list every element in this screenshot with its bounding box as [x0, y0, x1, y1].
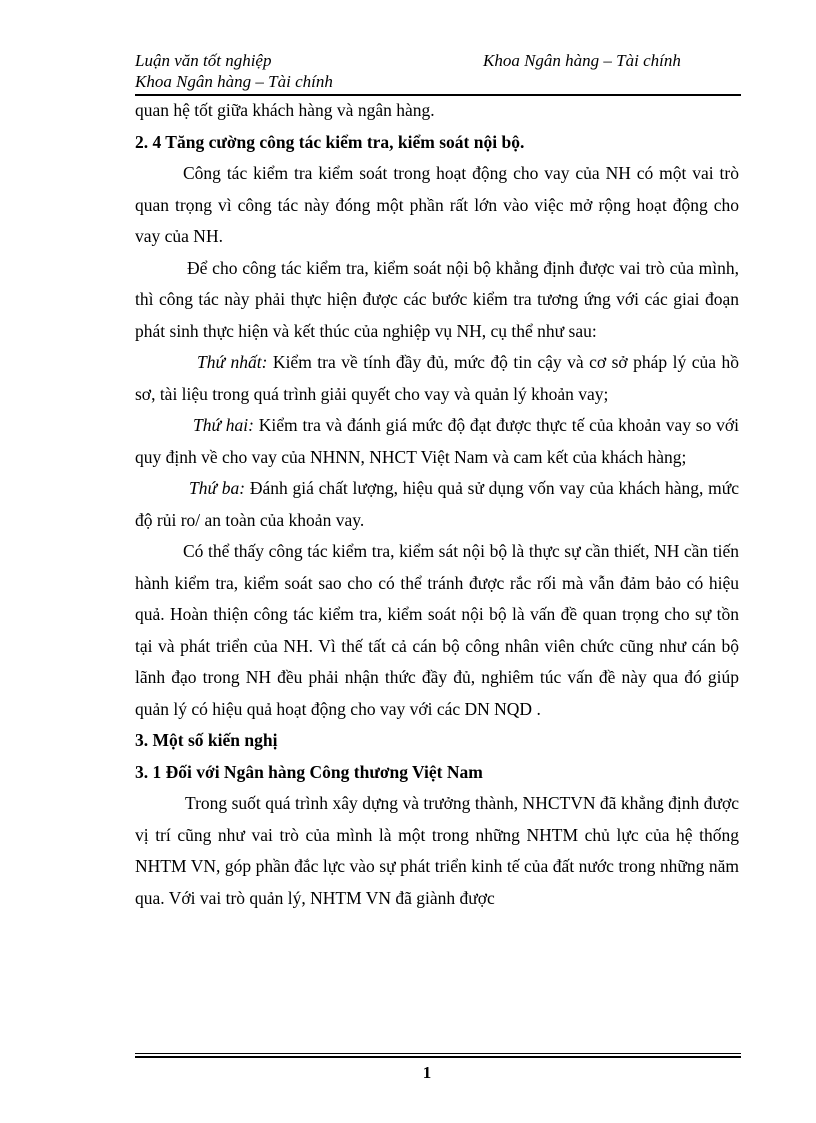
step-second-label: Thứ hai: [193, 415, 254, 435]
page-number: 1 [422, 1063, 432, 1082]
step-third-text: Đánh giá chất lượng, hiệu quả sử dụng vốn vay của khách hàng, mức độ rủi ro/ an toàn của khoản vay. [135, 478, 739, 530]
document-body [135, 95, 739, 914]
step-second-text: Kiểm tra và đánh giá mức độ đạt được thực tế của khoản vay so với quy định về cho vay của NHNN, NHCT Việt Nam và cam kết của khách hàng; [135, 415, 739, 467]
header-faculty-right: Khoa Ngân hàng – Tài chính [483, 51, 681, 70]
paragraph-step-second [135, 410, 739, 473]
footer-divider-thick [135, 1056, 741, 1058]
paragraph-internal-control-role: Công tác kiểm tra kiểm soát trong hoạt động cho vay của NH có một vai trò quan trọng vì công tác này đóng một phần rất lớn vào việc mở rộng hoạt động cho vay của NH. [135, 163, 739, 246]
footer-divider-thin [135, 1053, 741, 1054]
header-thesis-label: Luận văn tốt nghiệp [135, 51, 272, 70]
paragraph-step-first [135, 347, 739, 410]
section-heading-3: 3. Một số kiến nghị [135, 730, 278, 750]
section-heading-3-1: 3. 1 Đối với Ngân hàng Công thương Việt Nam [135, 761, 483, 782]
paragraph-nhctvn: Trong suốt quá trình xây dựng và trưởng thành, NHCTVN đã khẳng định được vị trí cũng như vai trò của mình là một trong những NHTM chủ lực của hệ thống NHTM VN, góp phần đắc lực vào sự phát triển kinh tế của đất nước trong những năm qua. Với vai trò quản lý, NHTM VN đã giành được [135, 793, 739, 908]
section-heading-2-4: 2. 4 Tăng cường công tác kiểm tra, kiểm soát nội bộ. [135, 131, 525, 152]
paragraph-step-third [135, 473, 739, 536]
page-header [135, 47, 741, 95]
header-faculty-left: Khoa Ngân hàng – Tài chính [135, 72, 333, 91]
step-first-text: Kiểm tra về tính đầy đủ, mức độ tin cậy và cơ sở pháp lý của hồ sơ, tài liệu trong quá trình giải quyết cho vay và quản lý khoản vay; [135, 352, 739, 404]
step-first-label: Thứ nhất: [197, 352, 268, 372]
paragraph-internal-control-conclusion: Có thể thấy công tác kiểm tra, kiểm sát nội bộ là thực sự cần thiết, NH cần tiến hành kiểm tra, kiểm soát sao cho có thể tránh được rắc rối mà vẫn đảm bảo có hiệu quả. Hoàn thiện công tác kiểm tra, kiểm soát nội bộ là vấn đề quan trọng cho sự tồn tại và phát triển của NH. Vì thế tất cả cán bộ công nhân viên chức cũng như cán bộ lãnh đạo trong NH đều phải nhận thức đầy đủ, nghiêm túc vấn đề này qua đó giúp quản lý có hiệu quả hoạt động cho vay với các DN NQD . [135, 541, 739, 719]
paragraph-internal-control-steps: Để cho công tác kiểm tra, kiểm soát nội bộ khẳng định được vai trò của mình, thì công tác này phải thực hiện được các bước kiểm tra tương ứng với các giai đoạn phát sinh thực hiện và kết thúc của nghiệp vụ NH, cụ thể như sau: [135, 257, 739, 341]
step-third-label: Thứ ba: [189, 478, 246, 498]
paragraph-continuation: quan hệ tốt giữa khách hàng và ngân hàng. [135, 100, 435, 120]
